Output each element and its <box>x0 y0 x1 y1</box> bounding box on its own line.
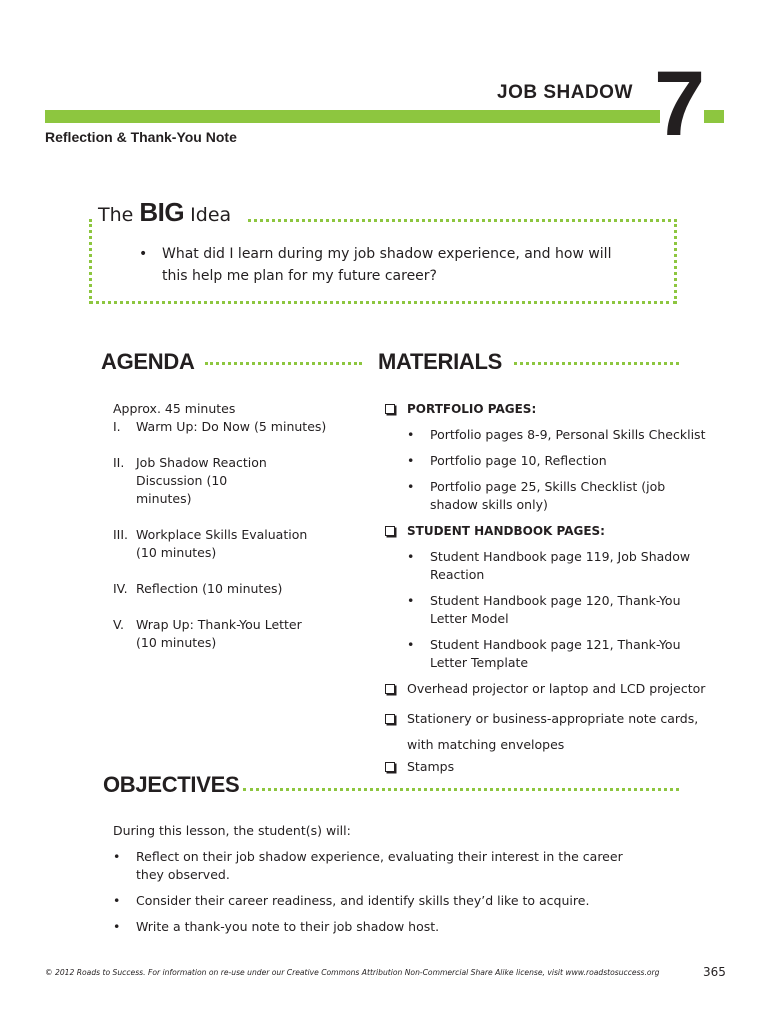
agenda-item-number: V. <box>113 617 124 632</box>
big-idea-big: BIG <box>139 197 185 227</box>
bullet: • <box>113 893 121 908</box>
checkbox-icon <box>385 404 395 414</box>
big-idea-question: What did I learn during my job shadow experience, and how will this help me plan for my future career? <box>162 246 612 284</box>
bullet: • <box>407 453 415 468</box>
materials-subitem <box>383 452 728 470</box>
agenda-item-number: IV. <box>113 581 128 596</box>
portfolio-heading: PORTFOLIO PAGES: <box>407 402 537 416</box>
bullet: • <box>407 479 415 494</box>
agenda-duration: Approx. 45 minutes <box>113 401 236 416</box>
agenda-item <box>113 616 363 652</box>
bullet: • <box>407 637 415 652</box>
agenda-item-text: Warm Up: Do Now (5 minutes) <box>136 419 327 434</box>
header-accent-bar <box>45 110 660 123</box>
agenda-item-number: II. <box>113 455 125 470</box>
bullet: • <box>113 849 121 864</box>
objective-text: Consider their career readiness, and identify skills they’d like to acquire. <box>136 893 590 908</box>
materials-subitem <box>383 478 728 514</box>
page-number: 365 <box>703 965 726 979</box>
bullet: • <box>407 549 415 564</box>
materials-subitem-text: Student Handbook page 120, Thank-You Letter Model <box>430 593 681 626</box>
materials-subitem <box>383 592 728 628</box>
objective-text: Write a thank-you note to their job shadow host. <box>136 919 440 934</box>
materials-subitem-text: Portfolio pages 8-9, Personal Skills Checklist <box>430 427 706 442</box>
agenda-item <box>113 418 363 436</box>
unit-title: JOB SHADOW <box>497 82 633 103</box>
header-accent-bar-end <box>704 110 724 123</box>
agenda-item-number: I. <box>113 419 121 434</box>
materials-item <box>383 758 728 776</box>
handbook-heading: STUDENT HANDBOOK PAGES: <box>407 524 605 538</box>
materials-subitem-text: Portfolio page 10, Reflection <box>430 453 607 468</box>
objective-text: Reflect on their job shadow experience, evaluating their interest in the career they observed. <box>136 849 623 882</box>
materials-group-handbook <box>383 522 728 540</box>
materials-subitem-text: Student Handbook page 121, Thank-You Letter Template <box>430 637 681 670</box>
agenda-list <box>113 400 363 652</box>
big-idea-bullet <box>139 243 639 287</box>
agenda-item-text: Reflection (10 minutes) <box>136 581 283 596</box>
objective-item <box>113 918 673 936</box>
objectives-intro: During this lesson, the student(s) will: <box>113 823 351 838</box>
materials-item-text: Overhead projector or laptop and LCD projector <box>407 681 706 696</box>
agenda-item <box>113 526 363 562</box>
checkbox-icon <box>385 684 395 694</box>
materials-item-text: Stationery or business-appropriate note cards, with matching envelopes <box>407 711 699 752</box>
objective-item <box>113 892 673 910</box>
agenda-item-text: Workplace Skills Evaluation (10 minutes) <box>136 527 308 560</box>
materials-item-text: Stamps <box>407 759 455 774</box>
agenda-heading: AGENDA <box>101 349 195 374</box>
bullet: • <box>407 593 415 608</box>
checkbox-icon <box>385 714 395 724</box>
agenda-item-text: Wrap Up: Thank-You Letter (10 minutes) <box>136 617 302 650</box>
materials-subitem-text: Portfolio page 25, Skills Checklist (job shadow skills only) <box>430 479 666 512</box>
materials-subitem-text: Student Handbook page 119, Job Shadow Reaction <box>430 549 691 582</box>
big-idea-the: The <box>98 204 134 226</box>
agenda-item <box>113 454 363 508</box>
objectives-heading: OBJECTIVES <box>103 772 240 797</box>
materials-list <box>383 400 728 776</box>
materials-item <box>383 706 728 758</box>
checkbox-icon <box>385 762 395 772</box>
objectives-list <box>113 822 673 936</box>
objectives-divider <box>243 788 679 791</box>
materials-heading: MATERIALS <box>378 349 502 374</box>
materials-divider <box>514 362 679 365</box>
bullet: • <box>407 427 415 442</box>
agenda-item-number: III. <box>113 527 129 542</box>
materials-subitem <box>383 548 728 584</box>
objective-item <box>113 848 673 884</box>
big-idea-box-top-border <box>248 219 677 222</box>
bullet: • <box>113 919 121 934</box>
lesson-number: 7 <box>654 53 704 155</box>
agenda-item-text: Job Shadow Reaction Discussion (10 minutes) <box>136 455 267 506</box>
footer-copyright: © 2012 Roads to Success. For information on re-use under our Creative Commons Attribution Non-Commercial Share Alike license, visit www.roadstosuccess.org <box>45 968 660 977</box>
materials-subitem <box>383 636 728 672</box>
materials-group-portfolio <box>383 400 728 418</box>
big-idea-idea: Idea <box>190 204 232 226</box>
agenda-item <box>113 580 363 598</box>
materials-subitem <box>383 426 728 444</box>
bullet: • <box>139 246 148 262</box>
lesson-subtitle: Reflection & Thank-You Note <box>45 129 237 145</box>
agenda-divider <box>205 362 362 365</box>
checkbox-icon <box>385 526 395 536</box>
materials-item <box>383 680 728 698</box>
